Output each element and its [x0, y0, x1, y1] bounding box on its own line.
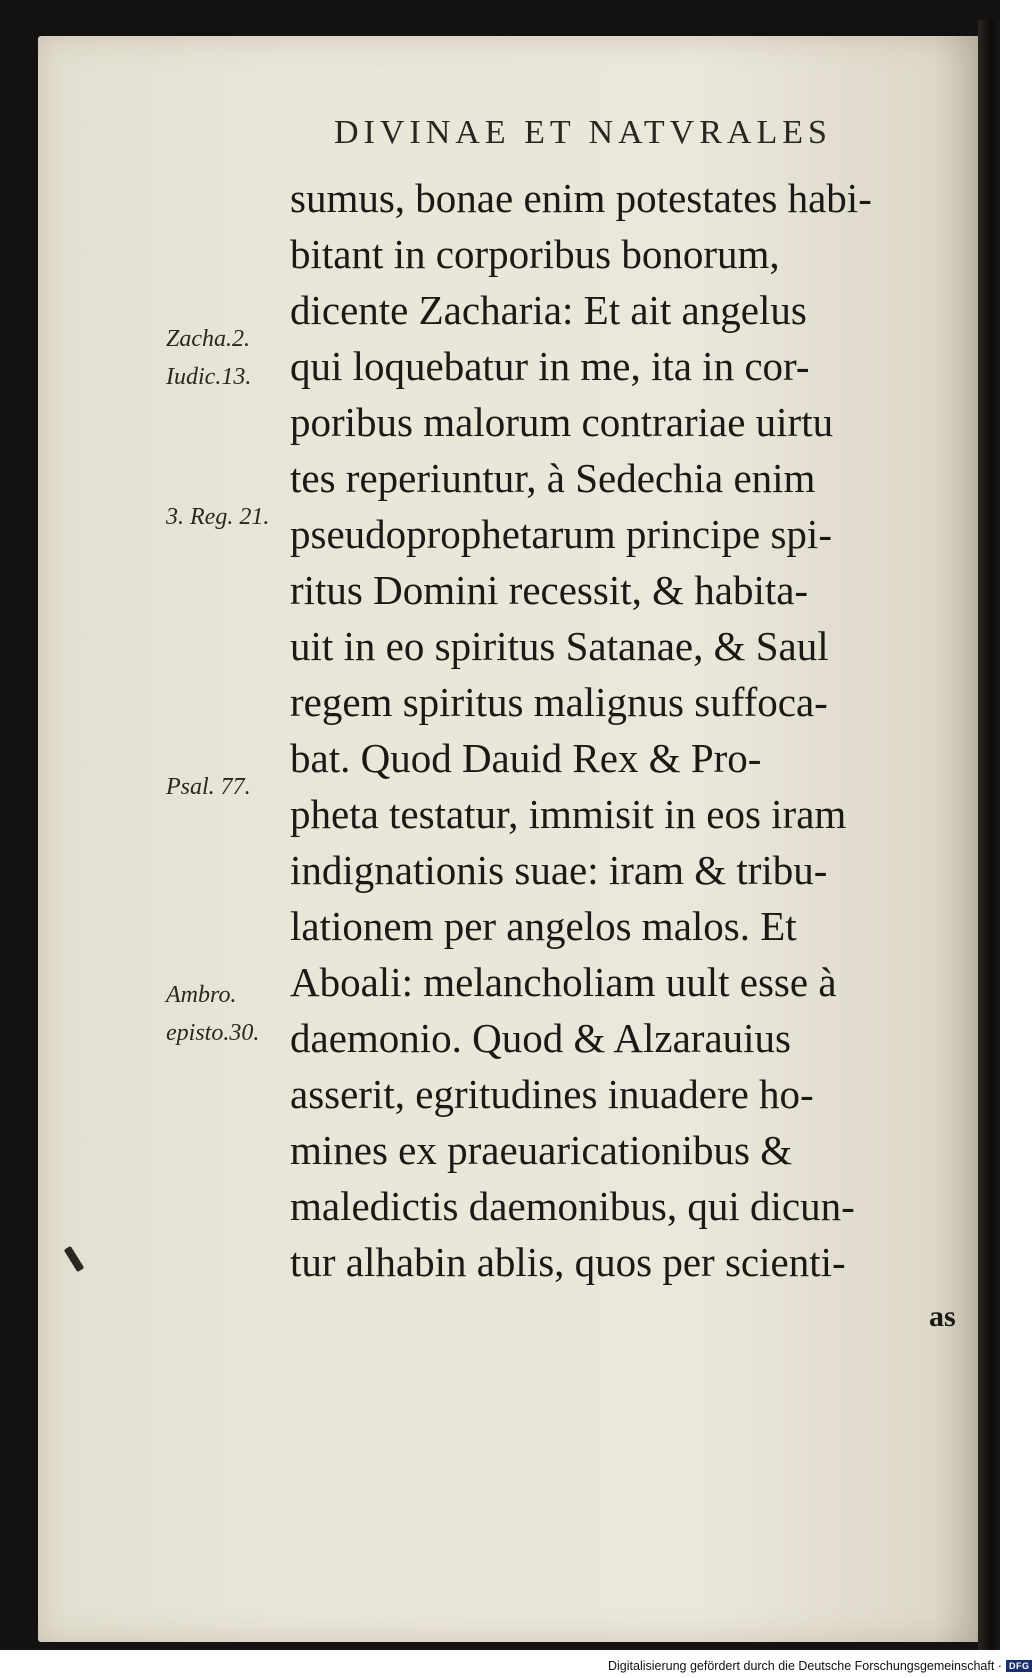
text-line: daemonio. Quod & Alzarauius: [290, 1015, 792, 1061]
body-text: [290, 170, 970, 1290]
text-line: bitant in corporibus bonorum,: [290, 231, 780, 277]
text-line: poribus malorum contrariae uirtu: [290, 399, 834, 445]
book-gutter: [978, 20, 1000, 1650]
text-line: pseudoprophetarum principe spi-: [290, 511, 832, 557]
text-line: uit in eo spiritus Satanae, & Saul: [290, 623, 829, 669]
text-line: sumus, bonae enim potestates habi-: [290, 175, 872, 221]
text-line: ritus Domini recessit, & habita-: [290, 567, 809, 613]
text-line: dicente Zacharia: Et ait angelus: [290, 287, 807, 333]
digitization-credit: [608, 1656, 1030, 1676]
margin-note: epistο.30.: [166, 1020, 260, 1046]
text-line: regem spiritus malignus suffoca-: [290, 679, 828, 725]
text-line: asserit, egritudines inuadere ho-: [290, 1071, 814, 1117]
text-line: mines ex praeuaricationibus &: [290, 1127, 793, 1173]
text-line: indignationis suae: iram & tribu-: [290, 847, 828, 893]
text-line: qui loquebatur in me, ita in cor-: [290, 343, 810, 389]
text-line: lationem per angelos malos. Et: [290, 903, 797, 949]
dfg-logo: DFG: [1006, 1660, 1032, 1672]
margin-note: Zacha.2.: [166, 326, 250, 352]
catchword: as: [929, 1300, 956, 1333]
text-line: tes reperiuntur, à Sedechia enim: [290, 455, 816, 501]
text-line: Aboali: melancholiam uult esse à: [290, 959, 837, 1005]
text-line: bat. Quod Dauid Rex & Pro-: [290, 735, 762, 781]
margin-note: Ambro.: [166, 982, 237, 1008]
margin-note: Iudic.13.: [166, 364, 252, 390]
text-line: pheta testatur, immisit in eos iram: [290, 791, 847, 837]
margin-note: 3. Reg. 21.: [166, 504, 270, 530]
text-line: tur alhabin ablis, quos per scienti-: [290, 1239, 846, 1285]
running-header: DIVINAE ET NATVRALES: [334, 114, 832, 151]
margin-note: Psal. 77.: [166, 774, 251, 800]
text-line: maledictis daemonibus, qui dicun-: [290, 1183, 855, 1229]
credit-text: Digitalisierung gefördert durch die Deutsche Forschungsgemeinschaft ·: [608, 1659, 1002, 1673]
